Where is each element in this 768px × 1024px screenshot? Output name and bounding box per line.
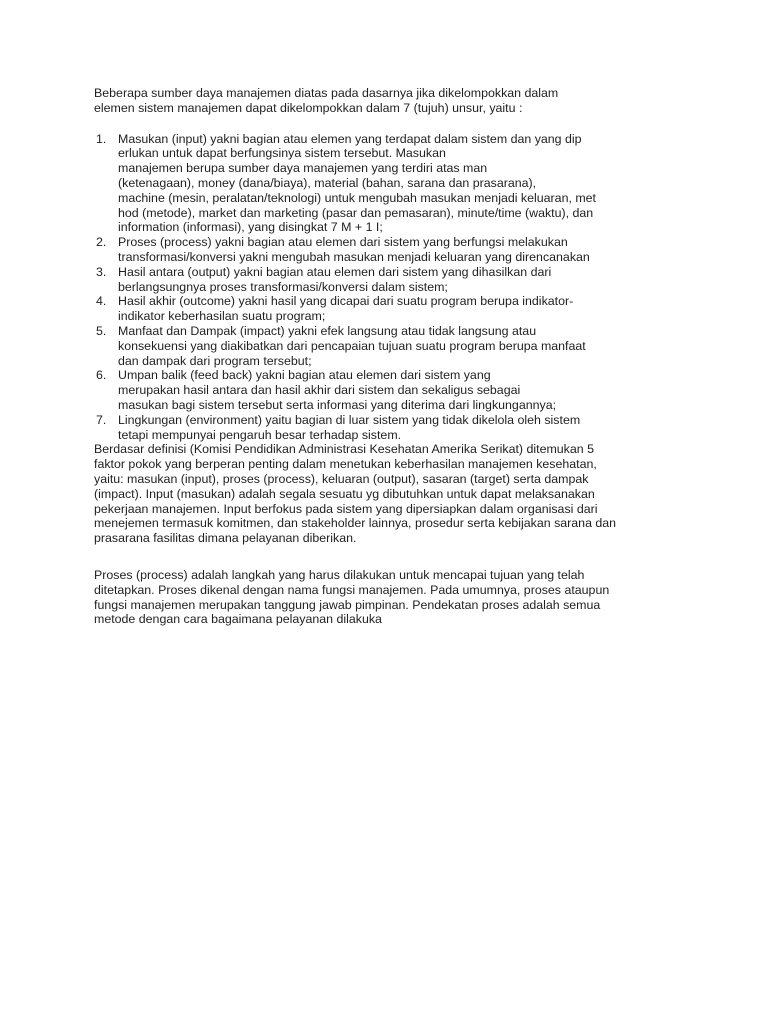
definition-line: (impact). Input (masukan) adalah segala sesuatu yg dibutuhkan untuk dapat melaksanakan [94,486,595,501]
list-item-line: hod (metode), market dan marketing (pasar dan pemasaran), minute/time (waktu), dan [118,205,594,220]
list-item-number: 1. [96,131,107,146]
list-item-line: Proses (process) yakni bagian atau elemen dari sistem yang berfungsi melakukan [118,235,568,250]
list-item-line: merupakan hasil antara dan hasil akhir dari sistem dan sekaligus sebagai [118,383,521,398]
list-item-line: konsekuensi yang diakibatkan dari pencapaian tujuan suatu program berupa manfaat [118,338,586,353]
list-item-line: Umpan balik (feed back) yakni bagian atau elemen dari sistem yang [118,368,491,383]
intro-line: Beberapa sumber daya manajemen diatas pada dasarnya jika dikelompokkan dalam [94,86,559,100]
list-item-line: Hasil antara (output) yakni bagian atau elemen dari sistem yang dihasilkan dari [118,264,552,279]
definition-line: Berdasar definisi (Komisi Pendidikan Administrasi Kesehatan Amerika Serikat) ditemukan 5 [94,442,594,457]
list-item [94,294,674,324]
list-item-line: information (informasi), yang disingkat 7 M + 1 I; [118,220,383,235]
list-item [94,132,674,236]
proses-line: fungsi manajemen merupakan tanggung jawab pimpinan. Pendekatan proses adalah semua [94,597,601,612]
list-item-number: 2. [96,235,107,250]
list-item-number: 3. [96,264,107,279]
list-item [94,368,674,412]
list-item [94,235,674,265]
proses-line: Proses (process) adalah langkah yang harus dilakukan untuk mencapai tujuan yang telah [94,567,585,582]
list-item-line: machine (mesin, peralatan/teknologi) untuk mengubah masukan menjadi keluaran, met [118,190,596,205]
intro-line: elemen sistem manajemen dapat dikelompokkan dalam 7 (tujuh) unsur, yaitu : [94,100,523,115]
definition-line: yaitu: masukan (input), proses (process), keluaran (output), sasaran (target) serta dampak [94,471,589,486]
list-item [94,265,674,295]
list-item-line: berlangsungnya proses transformasi/konversi dalam sistem; [118,279,448,294]
list-item-line: masukan bagi sistem tersebut serta informasi yang diterima dari lingkungannya; [118,397,557,412]
list-item [94,413,674,443]
proses-line: metode dengan cara bagaimana pelayanan dilakuka [94,612,382,627]
proses-paragraph [94,568,674,627]
list-item [94,324,674,368]
definition-line: pekerjaan manajemen. Input berfokus pada sistem yang dipersiapkan dalam organisasi dari [94,501,598,516]
list-item-line: Lingkungan (environment) yaitu bagian di luar sistem yang tidak dikelola oleh sistem [118,412,581,427]
list-item-number: 4. [96,294,107,309]
list-item-line: erlukan untuk dapat berfungsinya sistem tersebut. Masukan [118,146,446,161]
proses-line: ditetapkan. Proses dikenal dengan nama fungsi manajemen. Pada umumnya, proses ataupun [94,582,610,597]
list-item-line: Manfaat dan Dampak (impact) yakni efek langsung atau tidak langsung atau [118,323,537,338]
list-item-number: 5. [96,323,107,338]
list-item-line: tetapi mempunyai pengaruh besar terhadap sistem. [118,427,402,442]
definition-line: prasarana fasilitas dimana pelayanan diberikan. [94,531,357,546]
list-item-number: 7. [96,412,107,427]
list-item-line: dan dampak dari program tersebut; [118,353,312,368]
definition-line: faktor pokok yang berperan penting dalam menetukan keberhasilan manajemen kesehatan, [94,457,597,472]
definition-line: menejemen termasuk komitmen, dan stakeholder lainnya, prosedur serta kebijakan sarana dan [94,516,617,531]
list-item-line: indikator keberhasilan suatu program; [118,309,326,324]
list-item-line: manajemen berupa sumber daya manajemen yang terdiri atas man [118,161,488,176]
list-item-line: transformasi/konversi yakni mengubah masukan menjadi keluaran yang direncanakan [118,249,590,264]
list-item-line: (ketenagaan), money (dana/biaya), material (bahan, sarana dan prasarana), [118,175,537,190]
system-elements-list [94,132,674,443]
document-body [94,86,674,627]
list-item-line: Hasil akhir (outcome) yakni hasil yang dicapai dari suatu program berupa indikator- [118,294,574,309]
definition-paragraph [94,442,674,546]
list-item-number: 6. [96,368,107,383]
list-item-line: Masukan (input) yakni bagian atau elemen yang terdapat dalam sistem dan yang dip [118,131,582,146]
intro-paragraph [94,86,674,116]
